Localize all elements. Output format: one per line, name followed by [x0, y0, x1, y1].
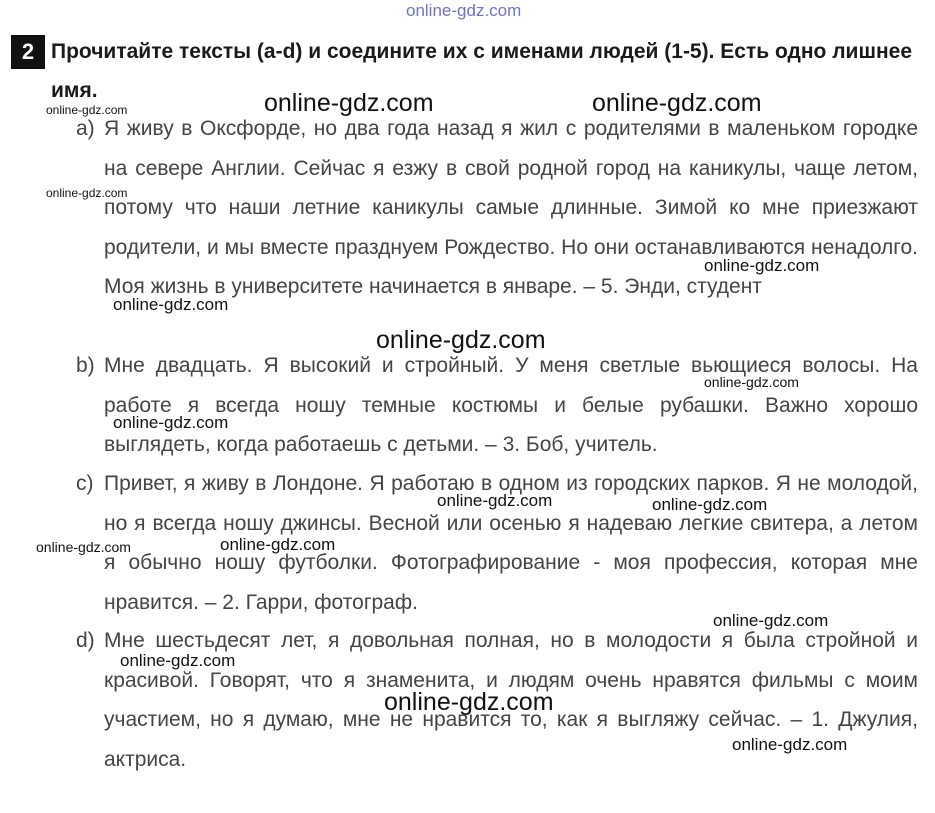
watermark: online-gdz.com [376, 326, 546, 354]
watermark: online-gdz.com [652, 495, 768, 514]
watermark: online-gdz.com [592, 89, 762, 117]
watermark-top: online-gdz.com [406, 1, 522, 20]
item-letter: a) [76, 117, 95, 140]
text-item-a [76, 109, 918, 307]
watermark: online-gdz.com [713, 611, 829, 630]
watermark: online-gdz.com [120, 651, 236, 670]
item-text: Мне двадцать. Я высокий и стройный. У меня светлые вьющиеся волосы. На работе я всегда ношу темные костюмы и белые рубашки. Важно хорошо выглядеть, когда работаешь с детьми. – 3. Боб, учитель. [104, 354, 918, 456]
watermark: online-gdz.com [46, 103, 128, 117]
text-item-b [76, 346, 918, 465]
item-letter: c) [76, 472, 94, 495]
exercise-instruction: Прочитайте тексты (a-d) и соедините их с именами людей (1-5). Есть одно лишнее имя. [51, 40, 913, 102]
watermark: online-gdz.com [732, 735, 848, 754]
item-text: Мне шестьдесят лет, я довольная полная, но в молодости я была стройной и красивой. Говорят, что я знаменита, и людям очень нравятся фильмы с моим участием, но я думаю, мне не нравится то, как я выгляжу сейчас. – 1. Джулия, актриса. [104, 629, 918, 771]
watermark: online-gdz.com [264, 89, 434, 117]
watermark: online-gdz.com [36, 539, 131, 555]
item-letter: b) [76, 354, 95, 377]
exercise-number-badge: 2 [11, 35, 45, 69]
watermark: online-gdz.com [384, 688, 554, 716]
text-item-c [76, 464, 918, 622]
watermark: online-gdz.com [46, 186, 128, 200]
item-text: Я живу в Оксфорде, но два года назад я жил с родителями в маленьком городке на севере Англии. Сейчас я езжу в свой родной город на каникулы, чаще летом, потому что наши летние каникулы самые длинные. Зимой ко мне приезжают родители, и мы вместе празднуем Рождество. Но они останавливаются ненадолго. Моя жизнь в университете начинается в январе. – 5. Энди, студент [104, 117, 918, 298]
watermark: online-gdz.com [113, 295, 229, 314]
watermark: online-gdz.com [704, 374, 799, 390]
item-letter: d) [76, 629, 95, 652]
watermark: online-gdz.com [437, 491, 553, 510]
watermark: online-gdz.com [704, 256, 820, 275]
item-text: Привет, я живу в Лондоне. Я работаю в одном из городских парков. Я не молодой, но я всегда ношу джинсы. Весной или осенью я надеваю легкие свитера, а летом я обычно ношу футболки. Фотографирование - моя профессия, которая мне нравится. – 2. Гарри, фотограф. [104, 472, 918, 614]
watermark: online-gdz.com [113, 413, 229, 432]
watermark: online-gdz.com [220, 535, 336, 554]
